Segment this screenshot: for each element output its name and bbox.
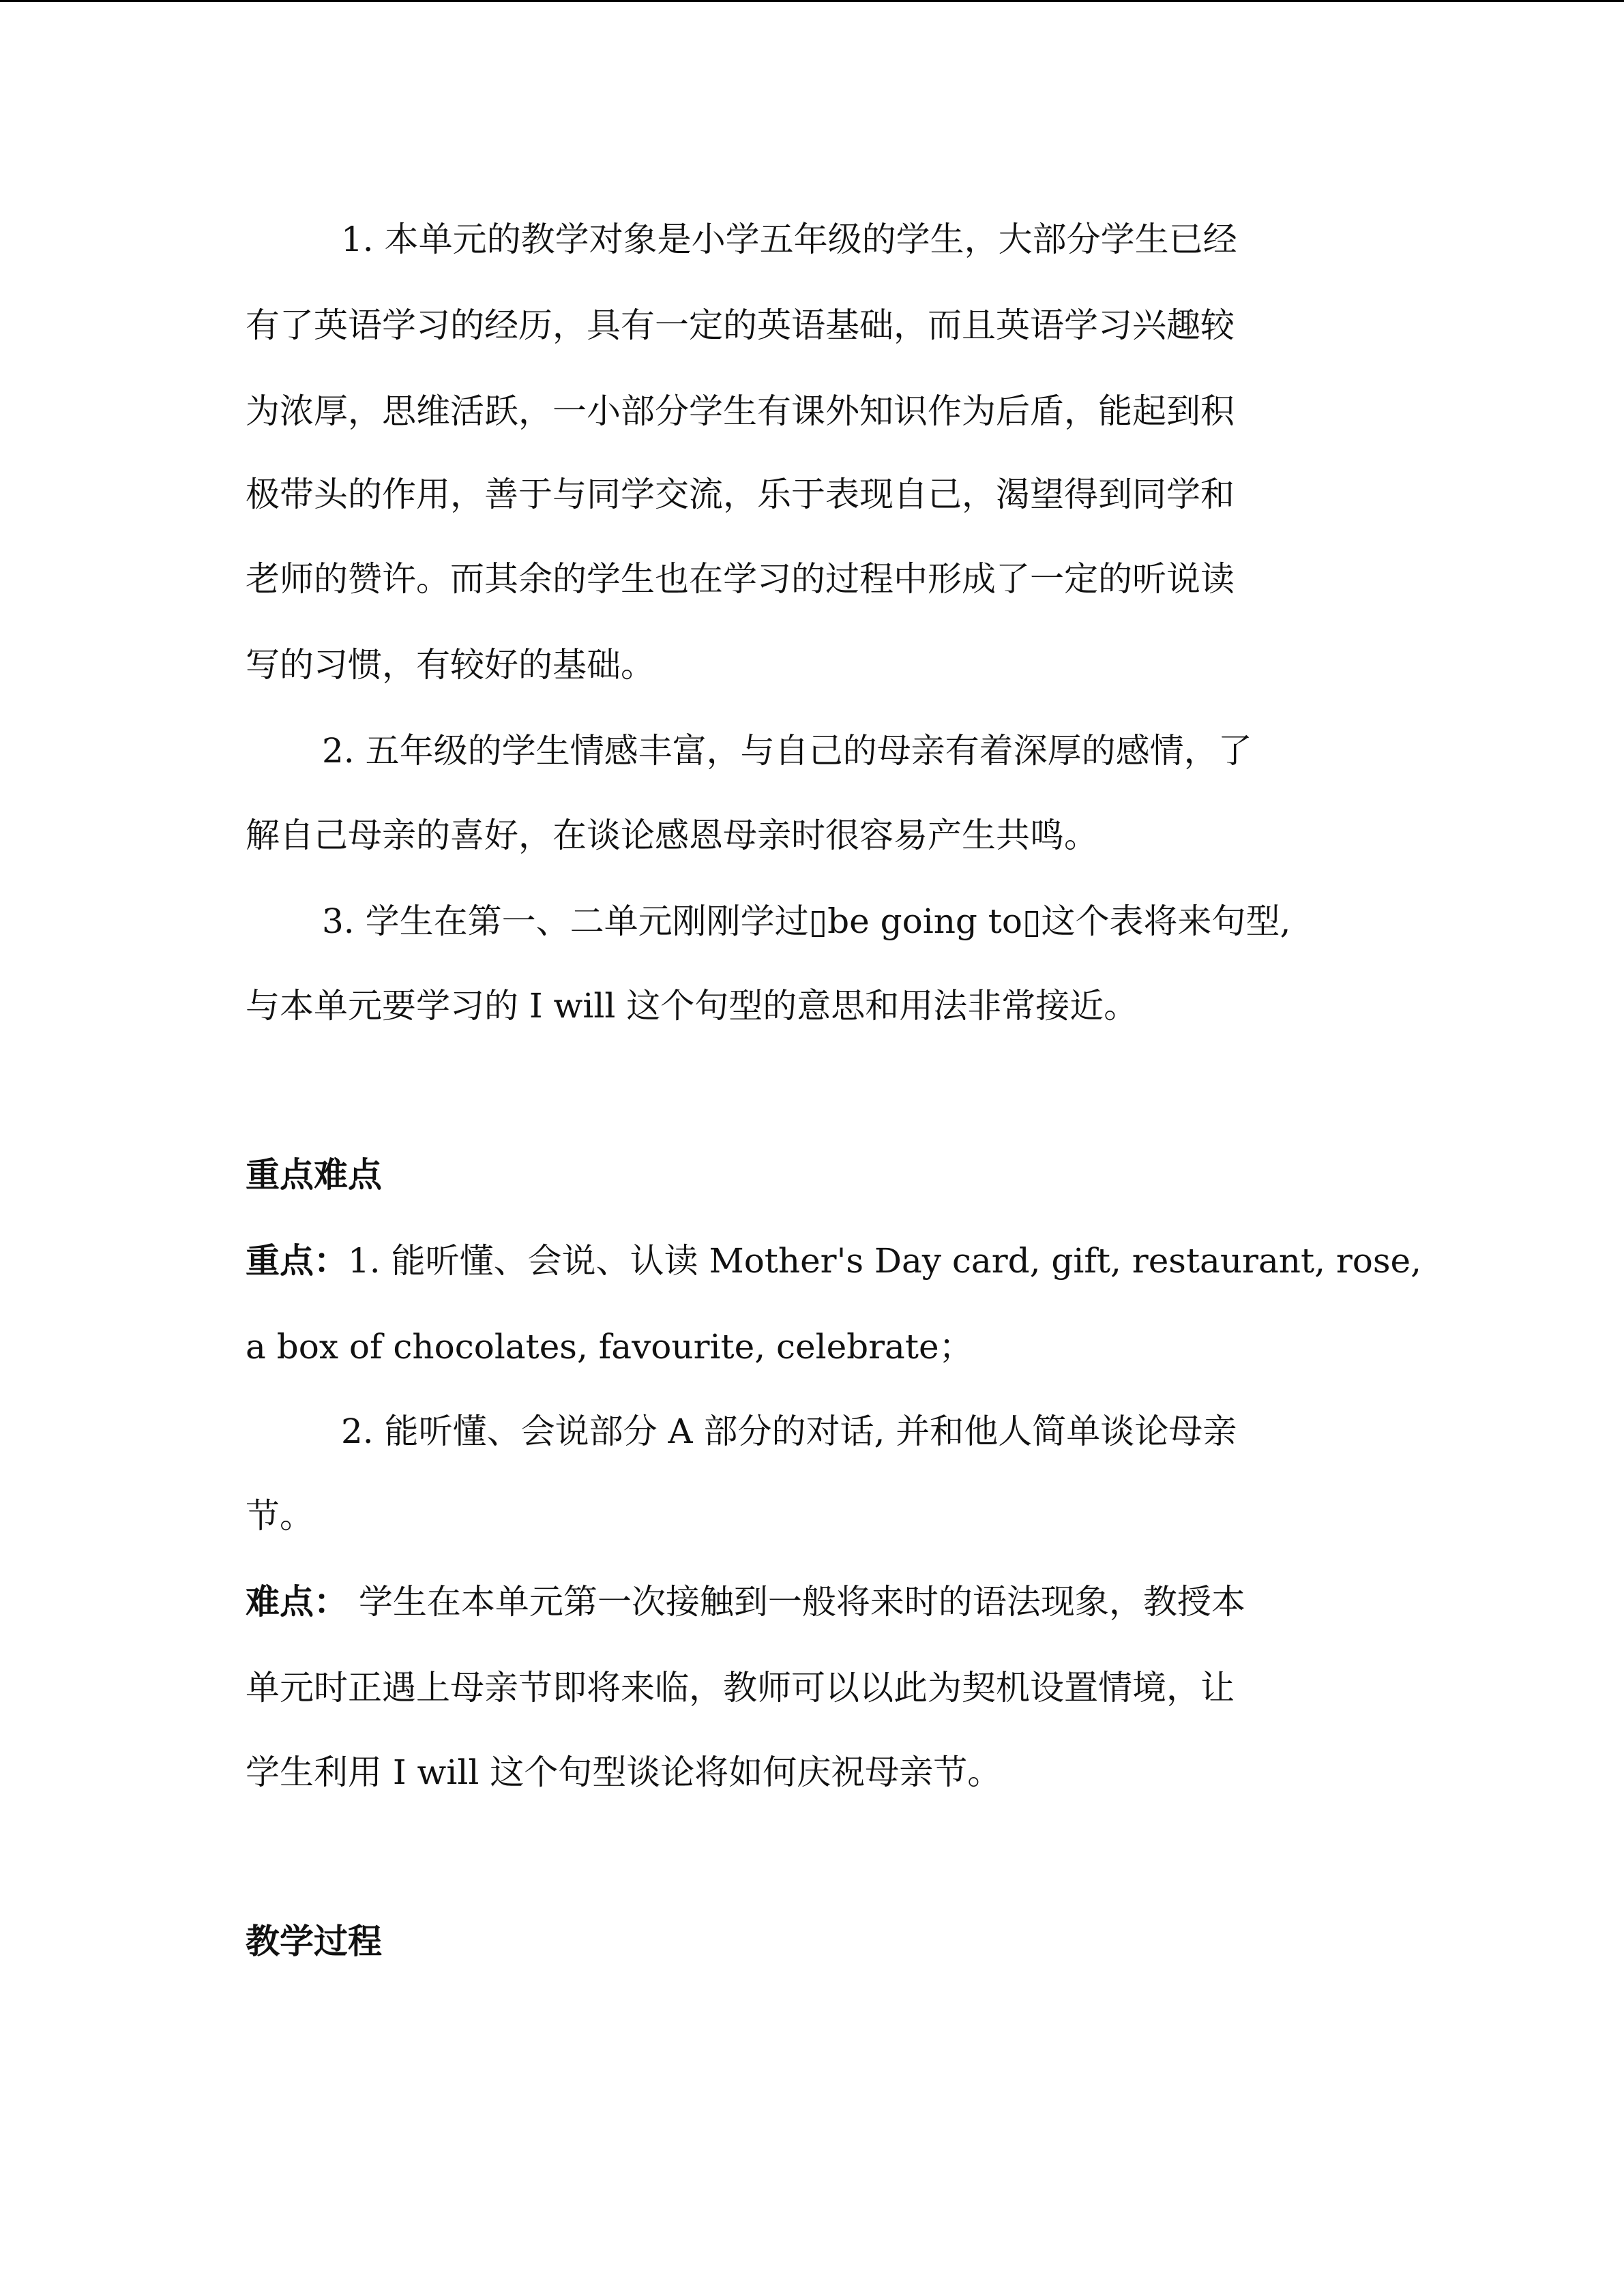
- analysis-line-2: 有了英语学习的经历，具有一定的英语基础，而且英语学习兴趣较: [246, 305, 1235, 345]
- difficulty-text-1: 学生在本单元第一次接触到一般将来时的语法现象，教授本: [348, 1582, 1245, 1622]
- analysis-line-5: 老师的赞许。而其余的学生也在学习的过程中形成了一定的听说读: [246, 559, 1235, 599]
- difficulty-line-1: [246, 1579, 1391, 1624]
- key-points-line-2: a box of chocolates, favourite, celebrate；: [246, 1327, 973, 1367]
- analysis-line-1: 1. 本单元的教学对象是小学五年级的学生，大部分学生已经: [341, 220, 1237, 259]
- key-points-line-1: [246, 1238, 1421, 1283]
- analysis-line-8: 解自己母亲的喜好，在谈论感恩母亲时很容易产生共鸣。: [246, 816, 1098, 855]
- difficulty-line-2: 单元时正遇上母亲节即将来临，教师可以以此为契机设置情境，让: [246, 1668, 1235, 1708]
- key-points-text-1: 1. 能听懂、会说、认读 Mother's Day card, gift, restaurant, rose,: [348, 1241, 1421, 1281]
- analysis-line-9: 3. 学生在第一、二单元刚刚学过▯be going to▯这个表将来句型,: [322, 901, 1291, 941]
- difficulty-label: 难点：: [246, 1582, 348, 1622]
- analysis-line-6: 写的习惯，有较好的基础。: [246, 645, 655, 685]
- key-points-line-3: 2. 能听懂、会说部分 A 部分的对话, 并和他人简单谈论母亲: [341, 1412, 1237, 1451]
- analysis-line-10: 与本单元要学习的 I will 这个句型的意思和用法非常接近。: [246, 986, 1138, 1026]
- section-heading-key-difficult: 重点难点: [246, 1155, 382, 1195]
- analysis-line-7: 2. 五年级的学生情感丰富，与自己的母亲有着深厚的感情，了: [322, 731, 1252, 771]
- analysis-line-4: 极带头的作用，善于与同学交流，乐于表现自己，渴望得到同学和: [246, 475, 1235, 514]
- key-points-line-4: 节。: [246, 1496, 314, 1536]
- difficulty-line-3: 学生利用 I will 这个句型谈论将如何庆祝母亲节。: [246, 1753, 1002, 1792]
- section-heading-teaching-process: 教学过程: [246, 1922, 382, 1961]
- key-points-label: 重点：: [246, 1241, 348, 1281]
- analysis-line-3: 为浓厚，思维活跃，一小部分学生有课外知识作为后盾，能起到积: [246, 391, 1235, 431]
